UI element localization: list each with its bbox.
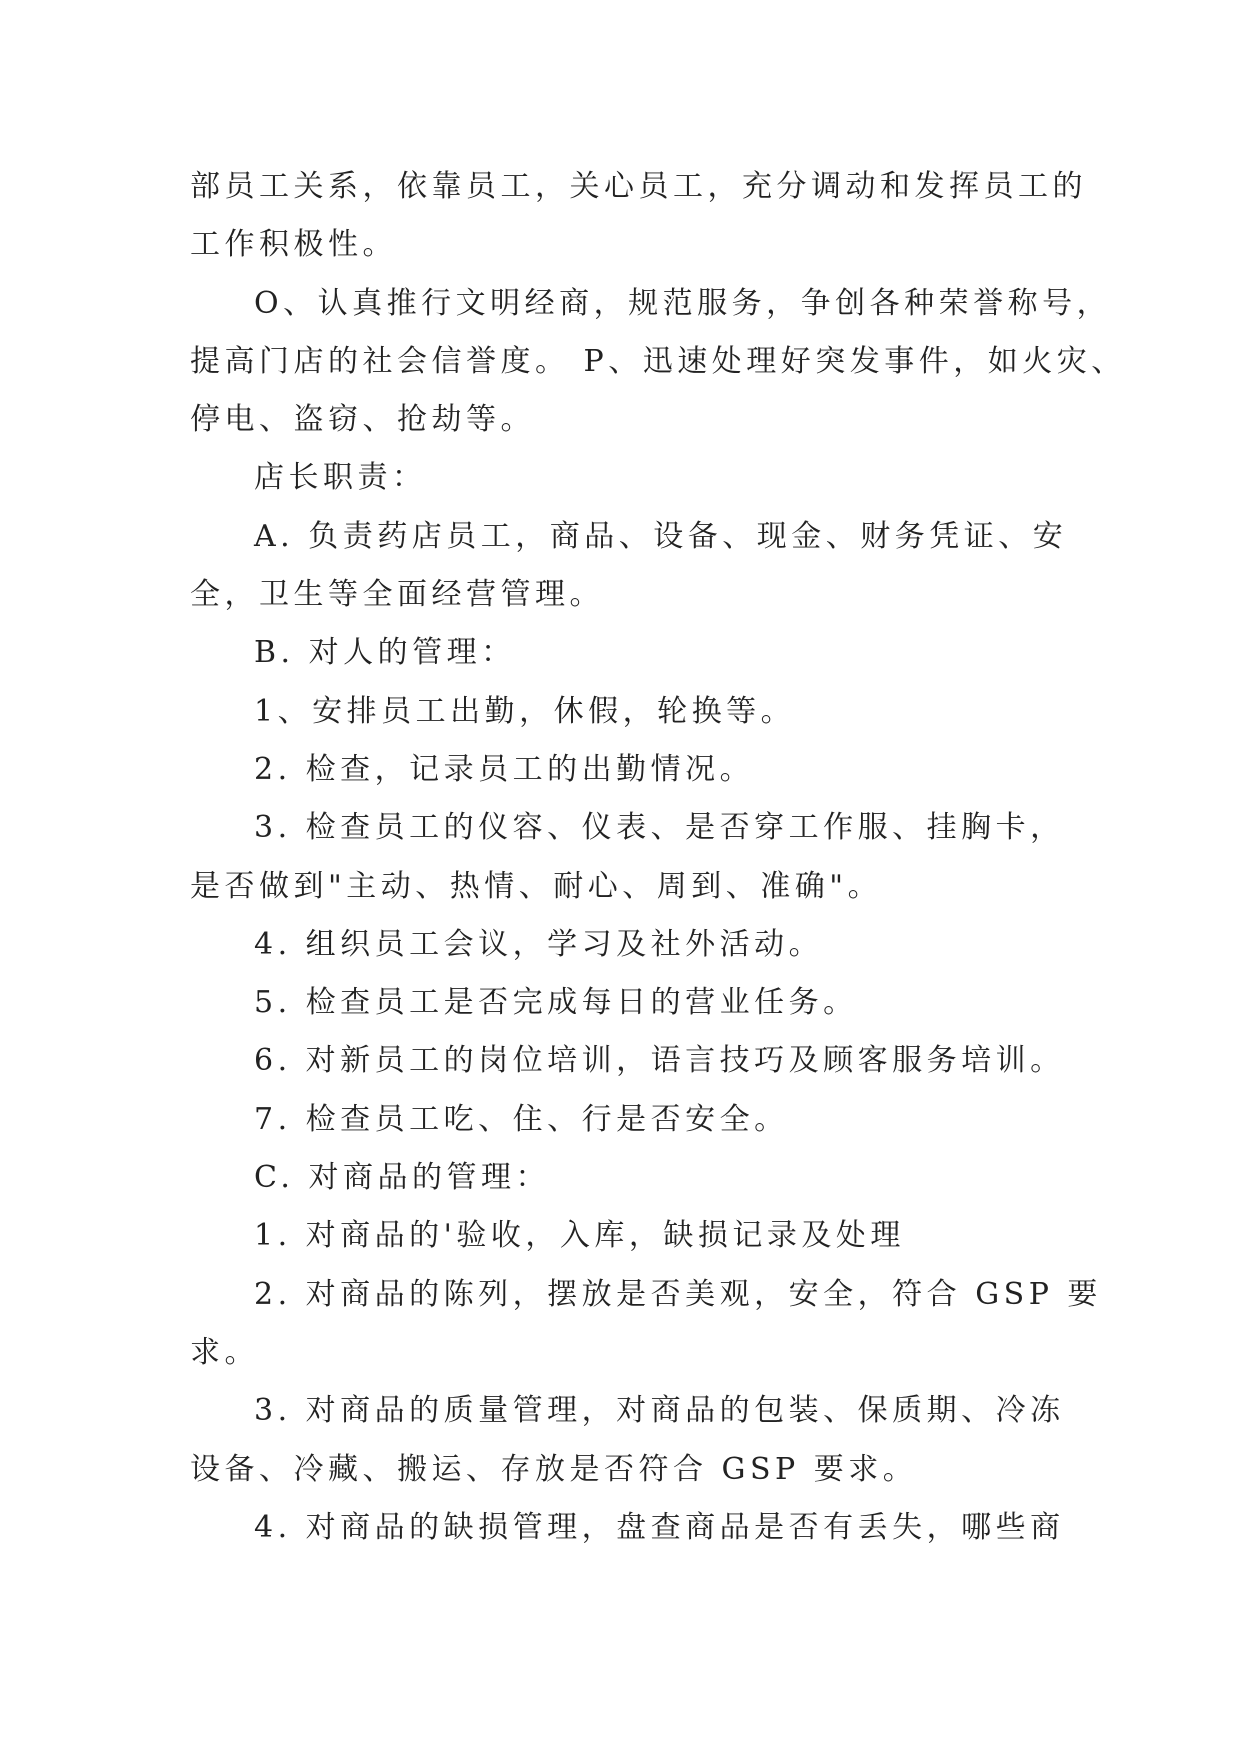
list-item: 1. 对商品的'验收，入库，缺损记录及处理 xyxy=(254,1218,905,1254)
list-item: 6. 对新员工的岗位培训，语言技巧及顾客服务培训。 xyxy=(254,1043,1065,1079)
document-body xyxy=(190,158,1126,1557)
subsection-heading: C. 对商品的管理： xyxy=(254,1160,550,1196)
list-item: 5. 检查员工是否完成每日的营业任务。 xyxy=(254,985,858,1021)
text-line: 提高门店的社会信誉度。 P、迅速处理好突发事件，如火灾、 xyxy=(190,343,1126,379)
text-line: 工作积极性。 xyxy=(190,227,397,263)
list-item: 2. 检查，记录员工的出勤情况。 xyxy=(254,751,755,787)
text-line: A. 负责药店员工，商品、设备、现金、财务凭证、安 xyxy=(254,518,1068,554)
text-line: 是否做到"主动、热情、耐心、周到、准确"。 xyxy=(190,868,883,904)
list-item: 3. 对商品的质量管理，对商品的包装、保质期、冷冻 xyxy=(254,1393,1065,1429)
list-item: 7. 检查员工吃、住、行是否安全。 xyxy=(254,1101,789,1137)
text-line: 设备、冷藏、搬运、存放是否符合 GSP 要求。 xyxy=(190,1451,918,1487)
section-heading: 店长职责： xyxy=(254,460,427,496)
text-line: 全，卫生等全面经营管理。 xyxy=(190,577,604,613)
text-line: 部员工关系，依靠员工，关心员工，充分调动和发挥员工的 xyxy=(190,169,1087,204)
list-item: 1、安排员工出勤，休假，轮换等。 xyxy=(254,693,796,729)
list-item: 2. 对商品的陈列，摆放是否美观，安全，符合 GSP 要 xyxy=(254,1276,1102,1312)
list-item: 4. 对商品的缺损管理，盘查商品是否有丢失，哪些商 xyxy=(254,1509,1065,1545)
text-line: O、认真推行文明经商，规范服务，争创各种荣誉称号， xyxy=(254,285,1112,321)
list-item: 3. 检查员工的仪容、仪表、是否穿工作服、挂胸卡， xyxy=(254,810,1065,846)
text-line: 求。 xyxy=(190,1334,259,1370)
subsection-heading: B. 对人的管理： xyxy=(254,635,516,671)
text-line: 停电、盗窃、抢劫等。 xyxy=(190,402,535,438)
list-item: 4. 组织员工会议，学习及社外活动。 xyxy=(254,926,824,962)
